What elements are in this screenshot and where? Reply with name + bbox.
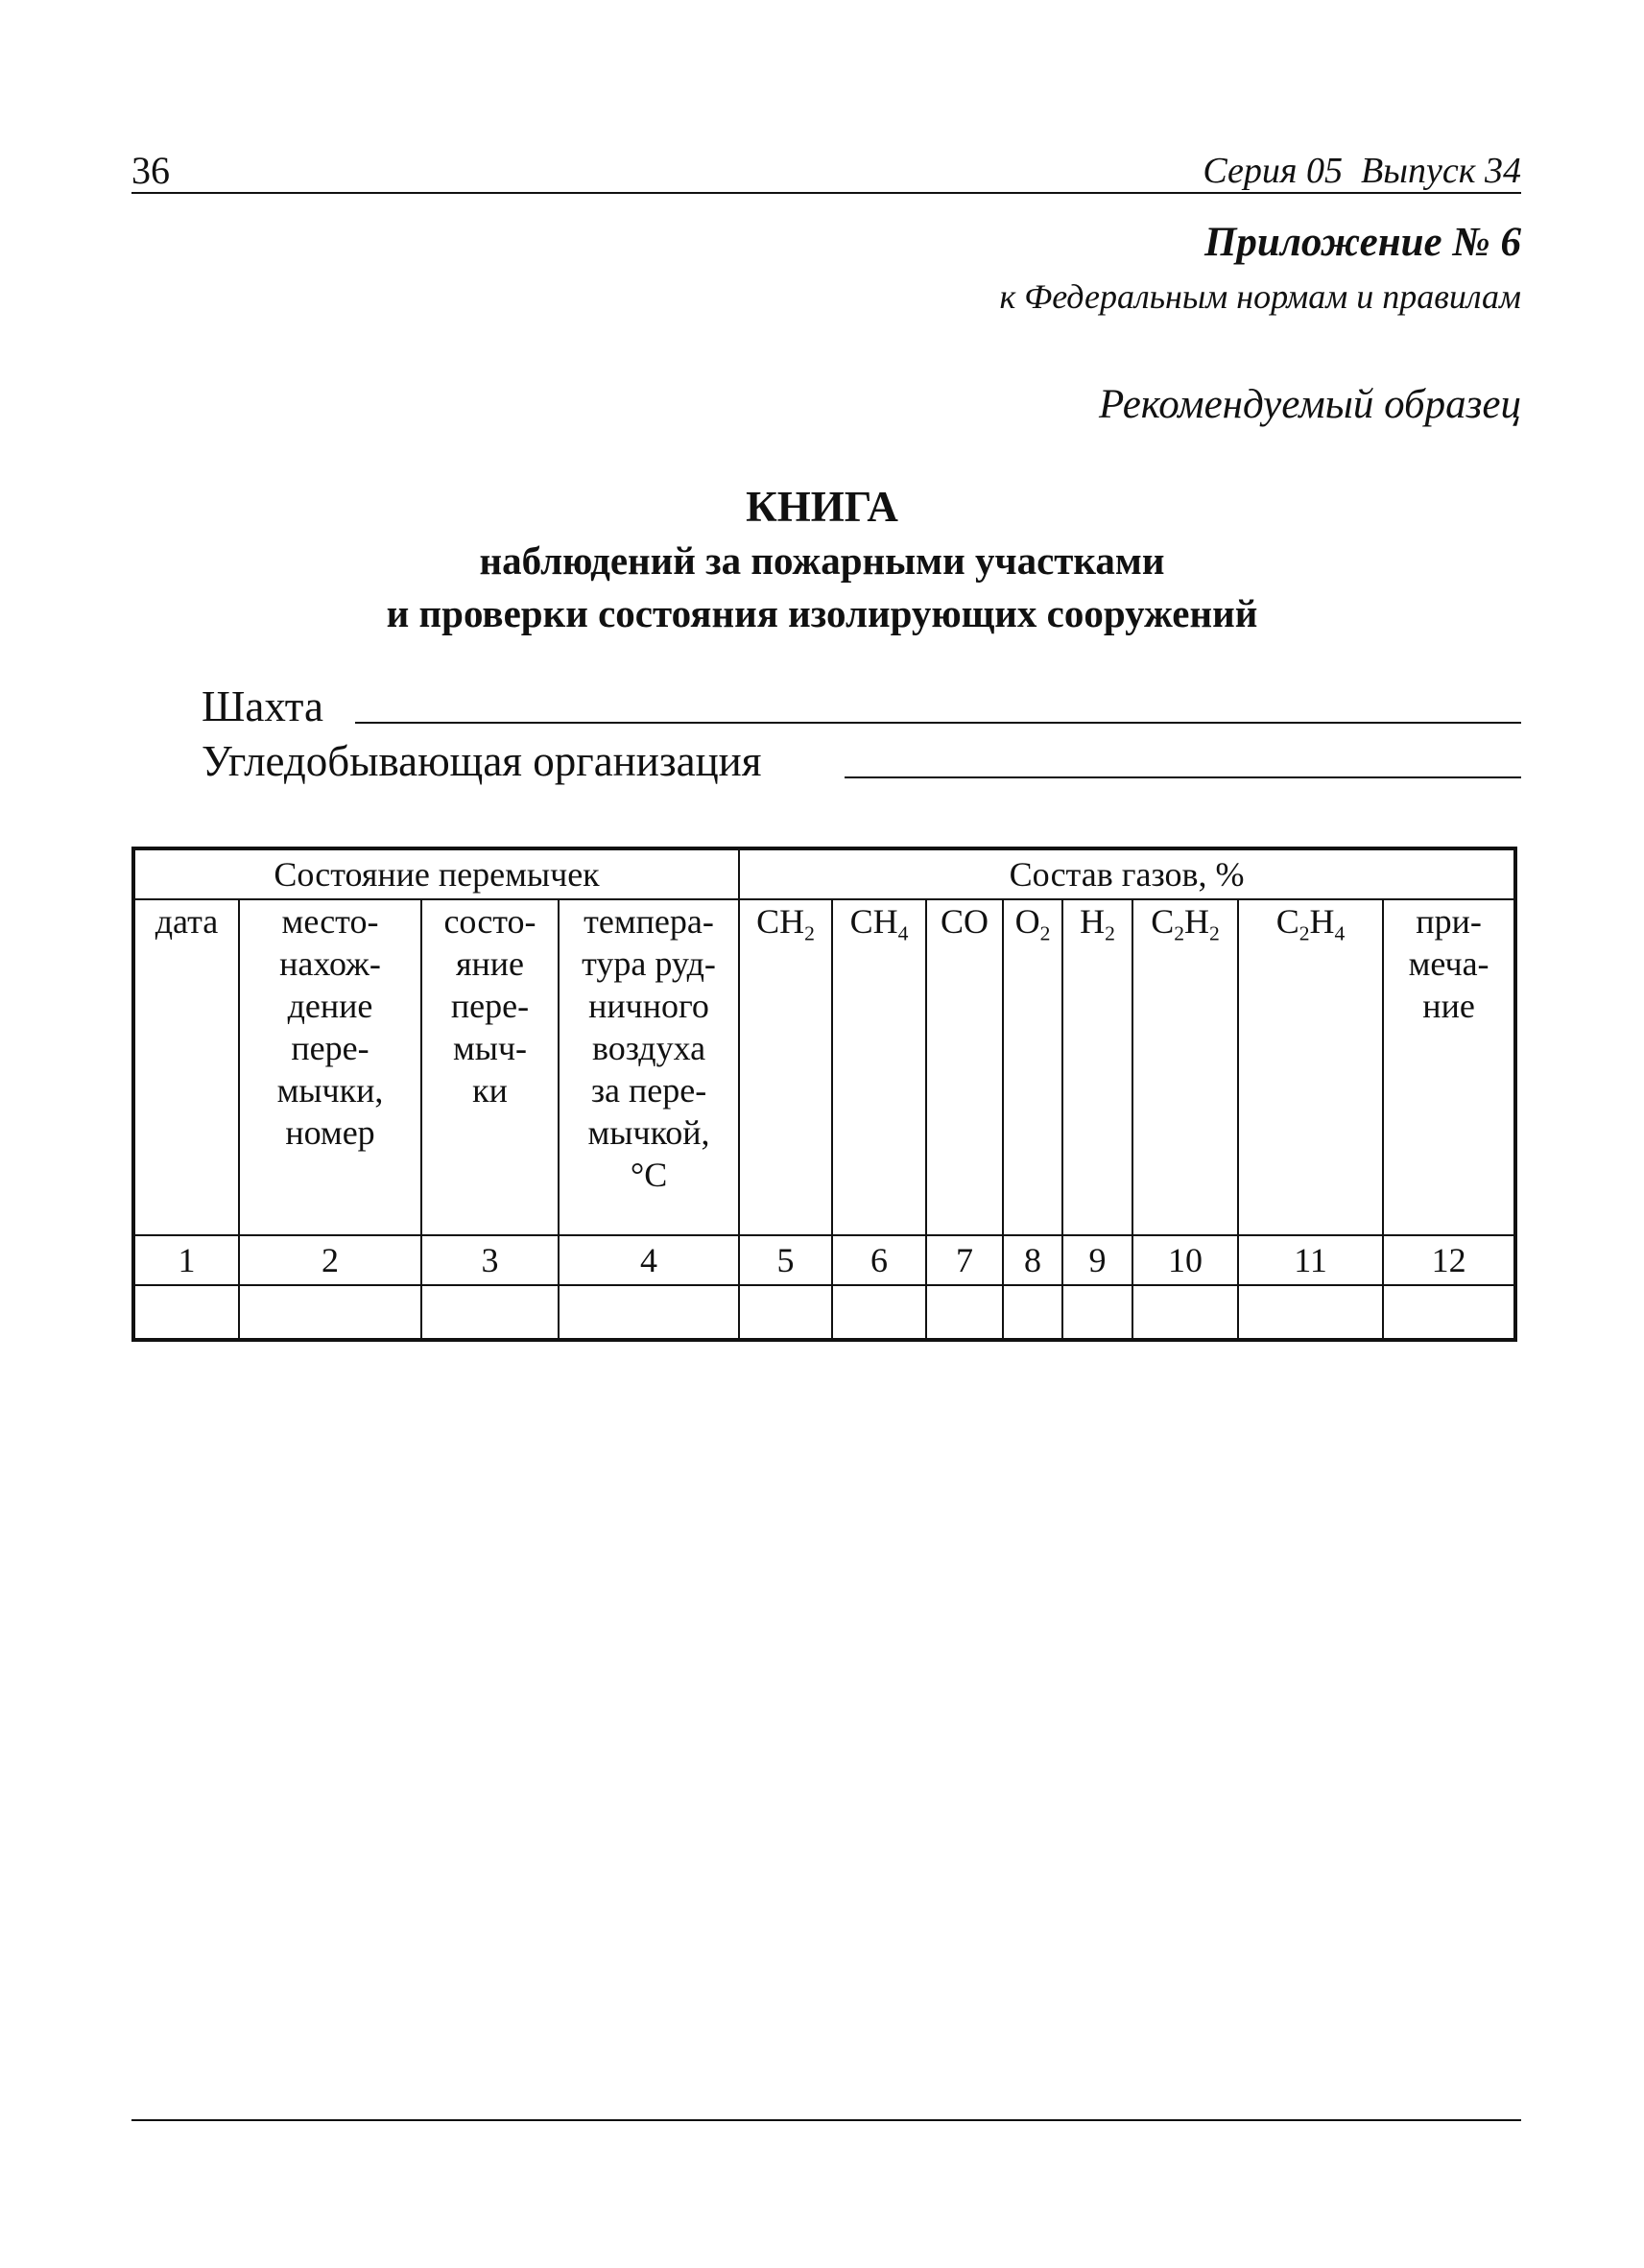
table-cell[interactable] xyxy=(1238,1285,1383,1340)
column-header-line: меча- xyxy=(1408,944,1489,983)
formula-base: O xyxy=(1014,902,1040,941)
table-cell[interactable] xyxy=(1003,1285,1062,1340)
group-header-barriers: Состояние перемычек xyxy=(133,848,739,899)
column-number-5: 5 xyxy=(739,1235,832,1285)
column-header-12 xyxy=(1383,899,1515,1235)
formula-base: CH xyxy=(849,902,898,941)
column-header-line: °С xyxy=(630,1156,668,1194)
formula-subscript: 2 xyxy=(1299,921,1310,945)
table-cell[interactable] xyxy=(133,1285,239,1340)
organization-field-line[interactable] xyxy=(845,776,1521,778)
column-header-line: мычкой, xyxy=(587,1113,710,1152)
column-number-11: 11 xyxy=(1238,1235,1383,1285)
table-cell[interactable] xyxy=(832,1285,926,1340)
column-number-3: 3 xyxy=(421,1235,559,1285)
formula-subscript: 2 xyxy=(1209,921,1220,945)
column-header-2 xyxy=(239,899,421,1235)
column-number-8: 8 xyxy=(1003,1235,1062,1285)
column-header-line: за пере- xyxy=(590,1071,707,1110)
table-cell[interactable] xyxy=(1062,1285,1132,1340)
organization-field xyxy=(202,734,1521,788)
column-header-8 xyxy=(1003,899,1062,1235)
column-number-6: 6 xyxy=(832,1235,926,1285)
column-header-line: место- xyxy=(281,902,379,941)
book-subtitle xyxy=(0,535,1644,640)
formula-subscript: 2 xyxy=(1039,921,1051,945)
column-number-row xyxy=(133,1235,1515,1285)
formula-subscript: 2 xyxy=(804,921,815,945)
formula-subscript: 2 xyxy=(1174,921,1185,945)
book-subtitle-line-1: наблюдений за пожарными участками xyxy=(479,538,1165,583)
column-header-line: CO xyxy=(941,902,989,941)
column-header-line: дата xyxy=(155,902,219,941)
table-cell[interactable] xyxy=(926,1285,1003,1340)
formula-base: H xyxy=(1184,902,1210,941)
table-cell[interactable] xyxy=(559,1285,739,1340)
column-header-line: тура руд- xyxy=(582,944,716,983)
formula-subscript: 4 xyxy=(1334,921,1346,945)
column-header-line: воздуха xyxy=(591,1029,706,1067)
group-header-row xyxy=(133,848,1515,899)
column-number-1: 1 xyxy=(133,1235,239,1285)
column-header-line: номер xyxy=(285,1113,375,1152)
column-number-2: 2 xyxy=(239,1235,421,1285)
mine-field-line[interactable] xyxy=(355,722,1521,724)
column-number-9: 9 xyxy=(1062,1235,1132,1285)
formula-subscript: 4 xyxy=(897,921,909,945)
book-subtitle-line-2: и проверки состояния изолирующих сооружений xyxy=(386,591,1258,635)
sample-label: Рекомендуемый образец xyxy=(1098,382,1521,427)
bottom-rule xyxy=(131,2119,1521,2121)
table-row xyxy=(133,1285,1515,1340)
table-cell[interactable] xyxy=(1132,1285,1238,1340)
column-header-line: яние xyxy=(455,944,525,983)
column-header-line: ничного xyxy=(588,987,709,1025)
column-header-7 xyxy=(926,899,1003,1235)
column-number-7: 7 xyxy=(926,1235,1003,1285)
column-header-line: ние xyxy=(1422,987,1475,1025)
column-header-row xyxy=(133,899,1515,1235)
column-header-6 xyxy=(832,899,926,1235)
table-cell[interactable] xyxy=(421,1285,559,1340)
table-cell[interactable] xyxy=(239,1285,421,1340)
formula-base: C xyxy=(1151,902,1175,941)
book-title: КНИГА xyxy=(746,483,898,531)
formula-base: C xyxy=(1275,902,1299,941)
column-header-line: мычки, xyxy=(276,1071,384,1110)
column-header-line: нахож- xyxy=(279,944,381,983)
group-header-gases: Состав газов, % xyxy=(739,848,1515,899)
column-header-line: при- xyxy=(1416,902,1482,941)
column-header-line: мыч- xyxy=(452,1029,528,1067)
formula-subscript: 2 xyxy=(1105,921,1115,945)
formula-base: H xyxy=(1080,902,1106,941)
column-header-line: темпера- xyxy=(584,902,714,941)
series-label: Серия 05 Выпуск 34 xyxy=(1203,151,1521,191)
mine-field xyxy=(202,680,1521,733)
appendix-subtitle: к Федеральным нормам и правилам xyxy=(999,277,1521,316)
column-header-line: состо- xyxy=(443,902,536,941)
column-header-line: пере- xyxy=(291,1029,369,1067)
column-number-4: 4 xyxy=(559,1235,739,1285)
table-cell[interactable] xyxy=(739,1285,832,1340)
appendix-title: Приложение № 6 xyxy=(1203,220,1521,265)
organization-field-label: Угледобывающая организация xyxy=(202,737,762,785)
column-header-1 xyxy=(133,899,239,1235)
column-number-10: 10 xyxy=(1132,1235,1238,1285)
column-header-4 xyxy=(559,899,739,1235)
formula-base: CH xyxy=(756,902,805,941)
page-number: 36 xyxy=(131,149,170,192)
column-header-10 xyxy=(1132,899,1238,1235)
formula-base: H xyxy=(1309,902,1335,941)
page-header xyxy=(131,144,1521,194)
table-cell[interactable] xyxy=(1383,1285,1515,1340)
observation-log-table xyxy=(131,847,1517,1342)
column-header-line: ки xyxy=(472,1071,508,1110)
column-header-3 xyxy=(421,899,559,1235)
column-number-12: 12 xyxy=(1383,1235,1515,1285)
column-header-9 xyxy=(1062,899,1132,1235)
column-header-11 xyxy=(1238,899,1383,1235)
column-header-line: дение xyxy=(287,987,373,1025)
column-header-line: пере- xyxy=(450,987,530,1025)
mine-field-label: Шахта xyxy=(202,682,323,730)
column-header-5 xyxy=(739,899,832,1235)
